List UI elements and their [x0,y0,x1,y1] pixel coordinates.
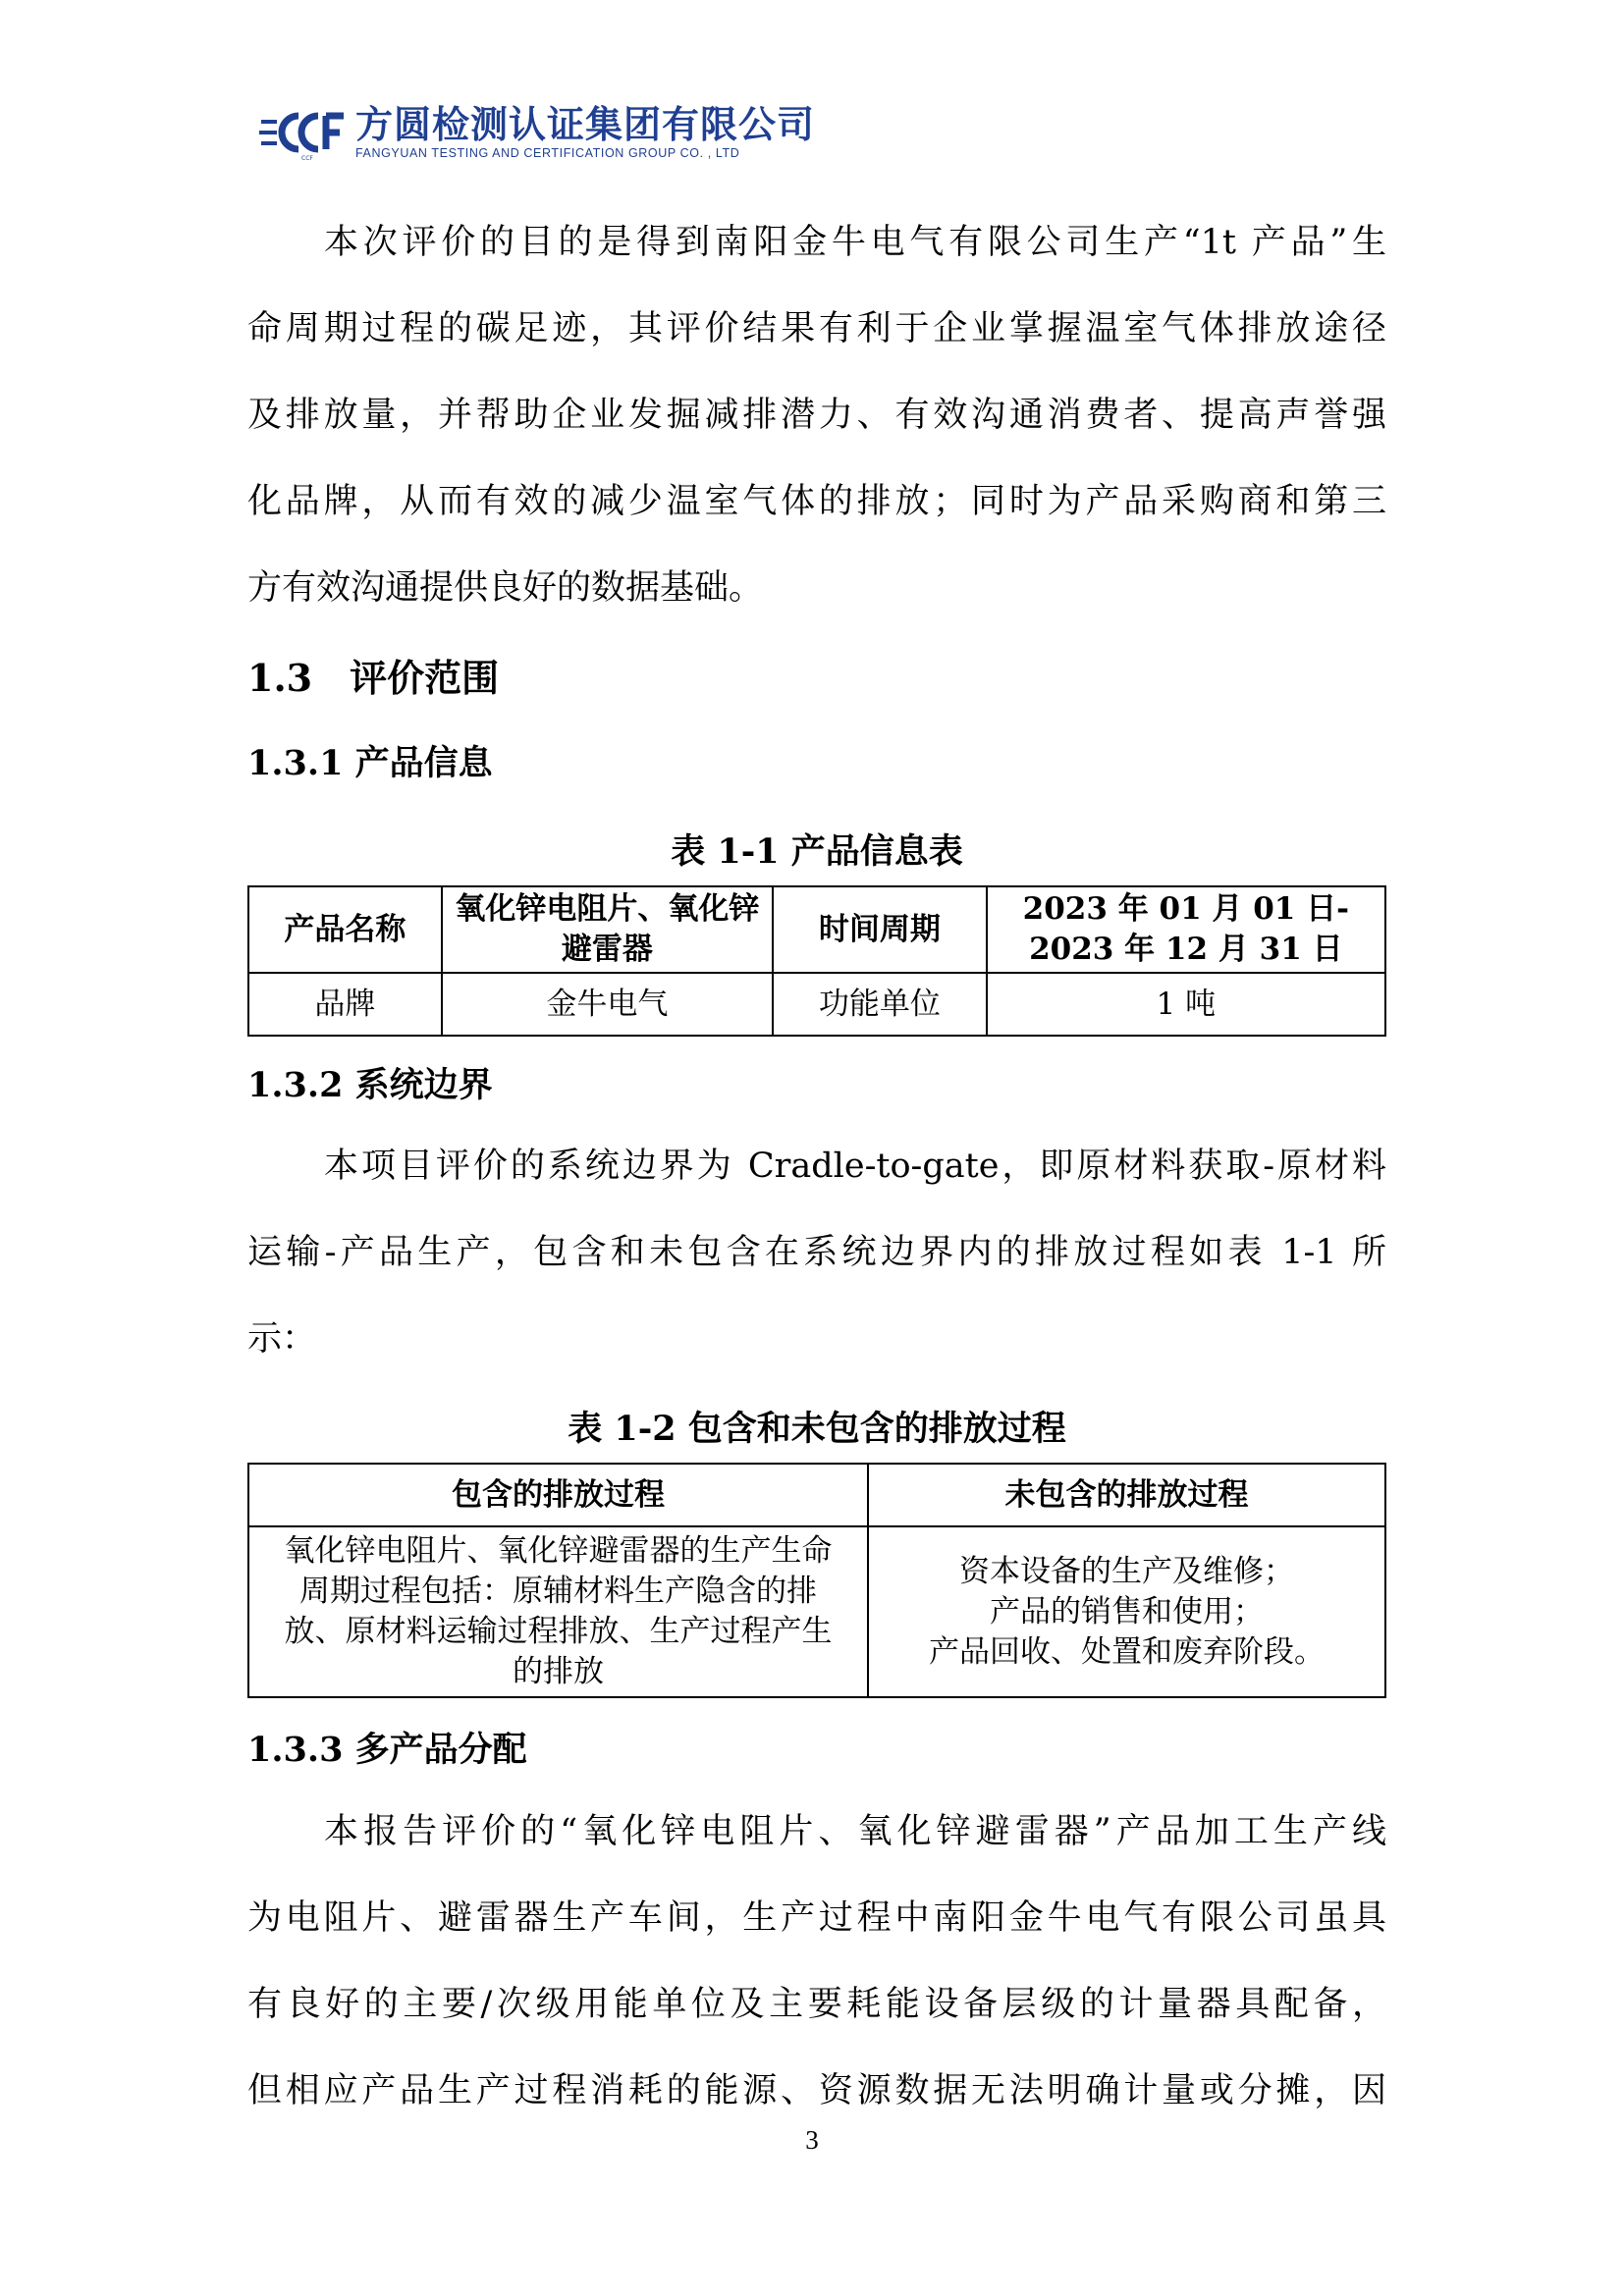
excluded-item: 产品的销售和使用； [989,1593,1264,1629]
logo-chinese-name: 方圆检测认证集团有限公司 [355,103,816,146]
allocation-paragraph [247,1789,1386,2134]
table-1-1-caption: 表 1-1 产品信息表 [671,831,963,872]
table-row [248,973,1385,1036]
section-heading-1-3-3: 1.3.3 多产品分配 [247,1730,527,1770]
ccf-logo-icon [257,104,346,161]
paragraph-line: 示： [247,1319,317,1359]
table-row [248,1526,1385,1697]
boundary-paragraph [247,1123,1386,1382]
paragraph-line: 及排放量，并帮助企业发掘减排潜力、有效沟通消费者、提高声誉强 [247,396,1386,435]
period-end: 2023 年 12 月 31 日 [1029,932,1343,967]
table-header-row [248,1464,1385,1526]
paragraph-line: 有良好的主要/次级用能单位及主要耗能设备层级的计量器具配备， [247,1985,1386,2024]
paragraph-line: 本项目评价的系统边界为 Cradle-to-gate，即原材料获取-原材料 [324,1147,1386,1186]
paragraph-line: 运输-产品生产，包含和未包含在系统边界内的排放过程如表 1-1 所 [247,1233,1386,1272]
svg-text:CCF: CCF [301,155,313,161]
company-logo [257,98,815,167]
emission-process-table [247,1463,1386,1698]
page-number: 3 [805,2125,819,2155]
header-excluded: 未包含的排放过程 [868,1464,1385,1526]
paragraph-line: 但相应产品生产过程消耗的能源、资源数据无法明确计量或分摊，因 [247,2071,1386,2110]
table-cell-value: 1 吨 [987,973,1385,1036]
table-row [248,886,1385,973]
paragraph-line: 化品牌，从而有效的减少温室气体的排放；同时为产品采购商和第三 [247,482,1386,521]
excluded-item: 资本设备的生产及维修； [958,1553,1294,1589]
excluded-item: 产品回收、处置和废弃阶段。 [928,1633,1325,1670]
logo-english-name: FANGYUAN TESTING AND CERTIFICATION GROUP CO. , LTD [355,146,740,160]
included-processes: 氧化锌电阻片、氧化锌避雷器的生产生命周期过程包括：原辅材料生产隐含的排放、原材料运输过程排放、生产过程产生的排放 [248,1526,868,1697]
table-cell-value [987,886,1385,973]
table-cell-label: 品牌 [248,973,442,1036]
paragraph-line: 本报告评价的“氧化锌电阻片、氧化锌避雷器”产品加工生产线 [324,1812,1386,1851]
table-cell-label: 功能单位 [773,973,987,1036]
paragraph-line: 为电阻片、避雷器生产车间，生产过程中南阳金牛电气有限公司虽具 [247,1898,1386,1938]
paragraph-line: 本次评价的目的是得到南阳金牛电气有限公司生产“1t 产品”生 [324,223,1386,262]
table-cell-label: 时间周期 [773,886,987,973]
section-heading-1-3-2: 1.3.2 系统边界 [247,1065,493,1105]
section-heading-1-3-1: 1.3.1 产品信息 [247,743,493,783]
product-info-table [247,885,1386,1037]
table-cell-value: 金牛电气 [442,973,773,1036]
header-included: 包含的排放过程 [248,1464,868,1526]
table-cell-value: 氧化锌电阻片、氧化锌避雷器 [442,886,773,973]
intro-paragraph [247,199,1386,631]
period-start: 2023 年 01 月 01 日- [1022,891,1350,927]
paragraph-line: 方有效沟通提供良好的数据基础。 [247,568,764,608]
table-cell-label: 产品名称 [248,886,442,973]
excluded-processes [868,1526,1385,1697]
section-heading-1-3: 1.3 评价范围 [247,656,500,700]
paragraph-line: 命周期过程的碳足迹，其评价结果有利于企业掌握温室气体排放途径 [247,309,1386,348]
table-1-2-caption: 表 1-2 包含和未包含的排放过程 [568,1409,1066,1449]
